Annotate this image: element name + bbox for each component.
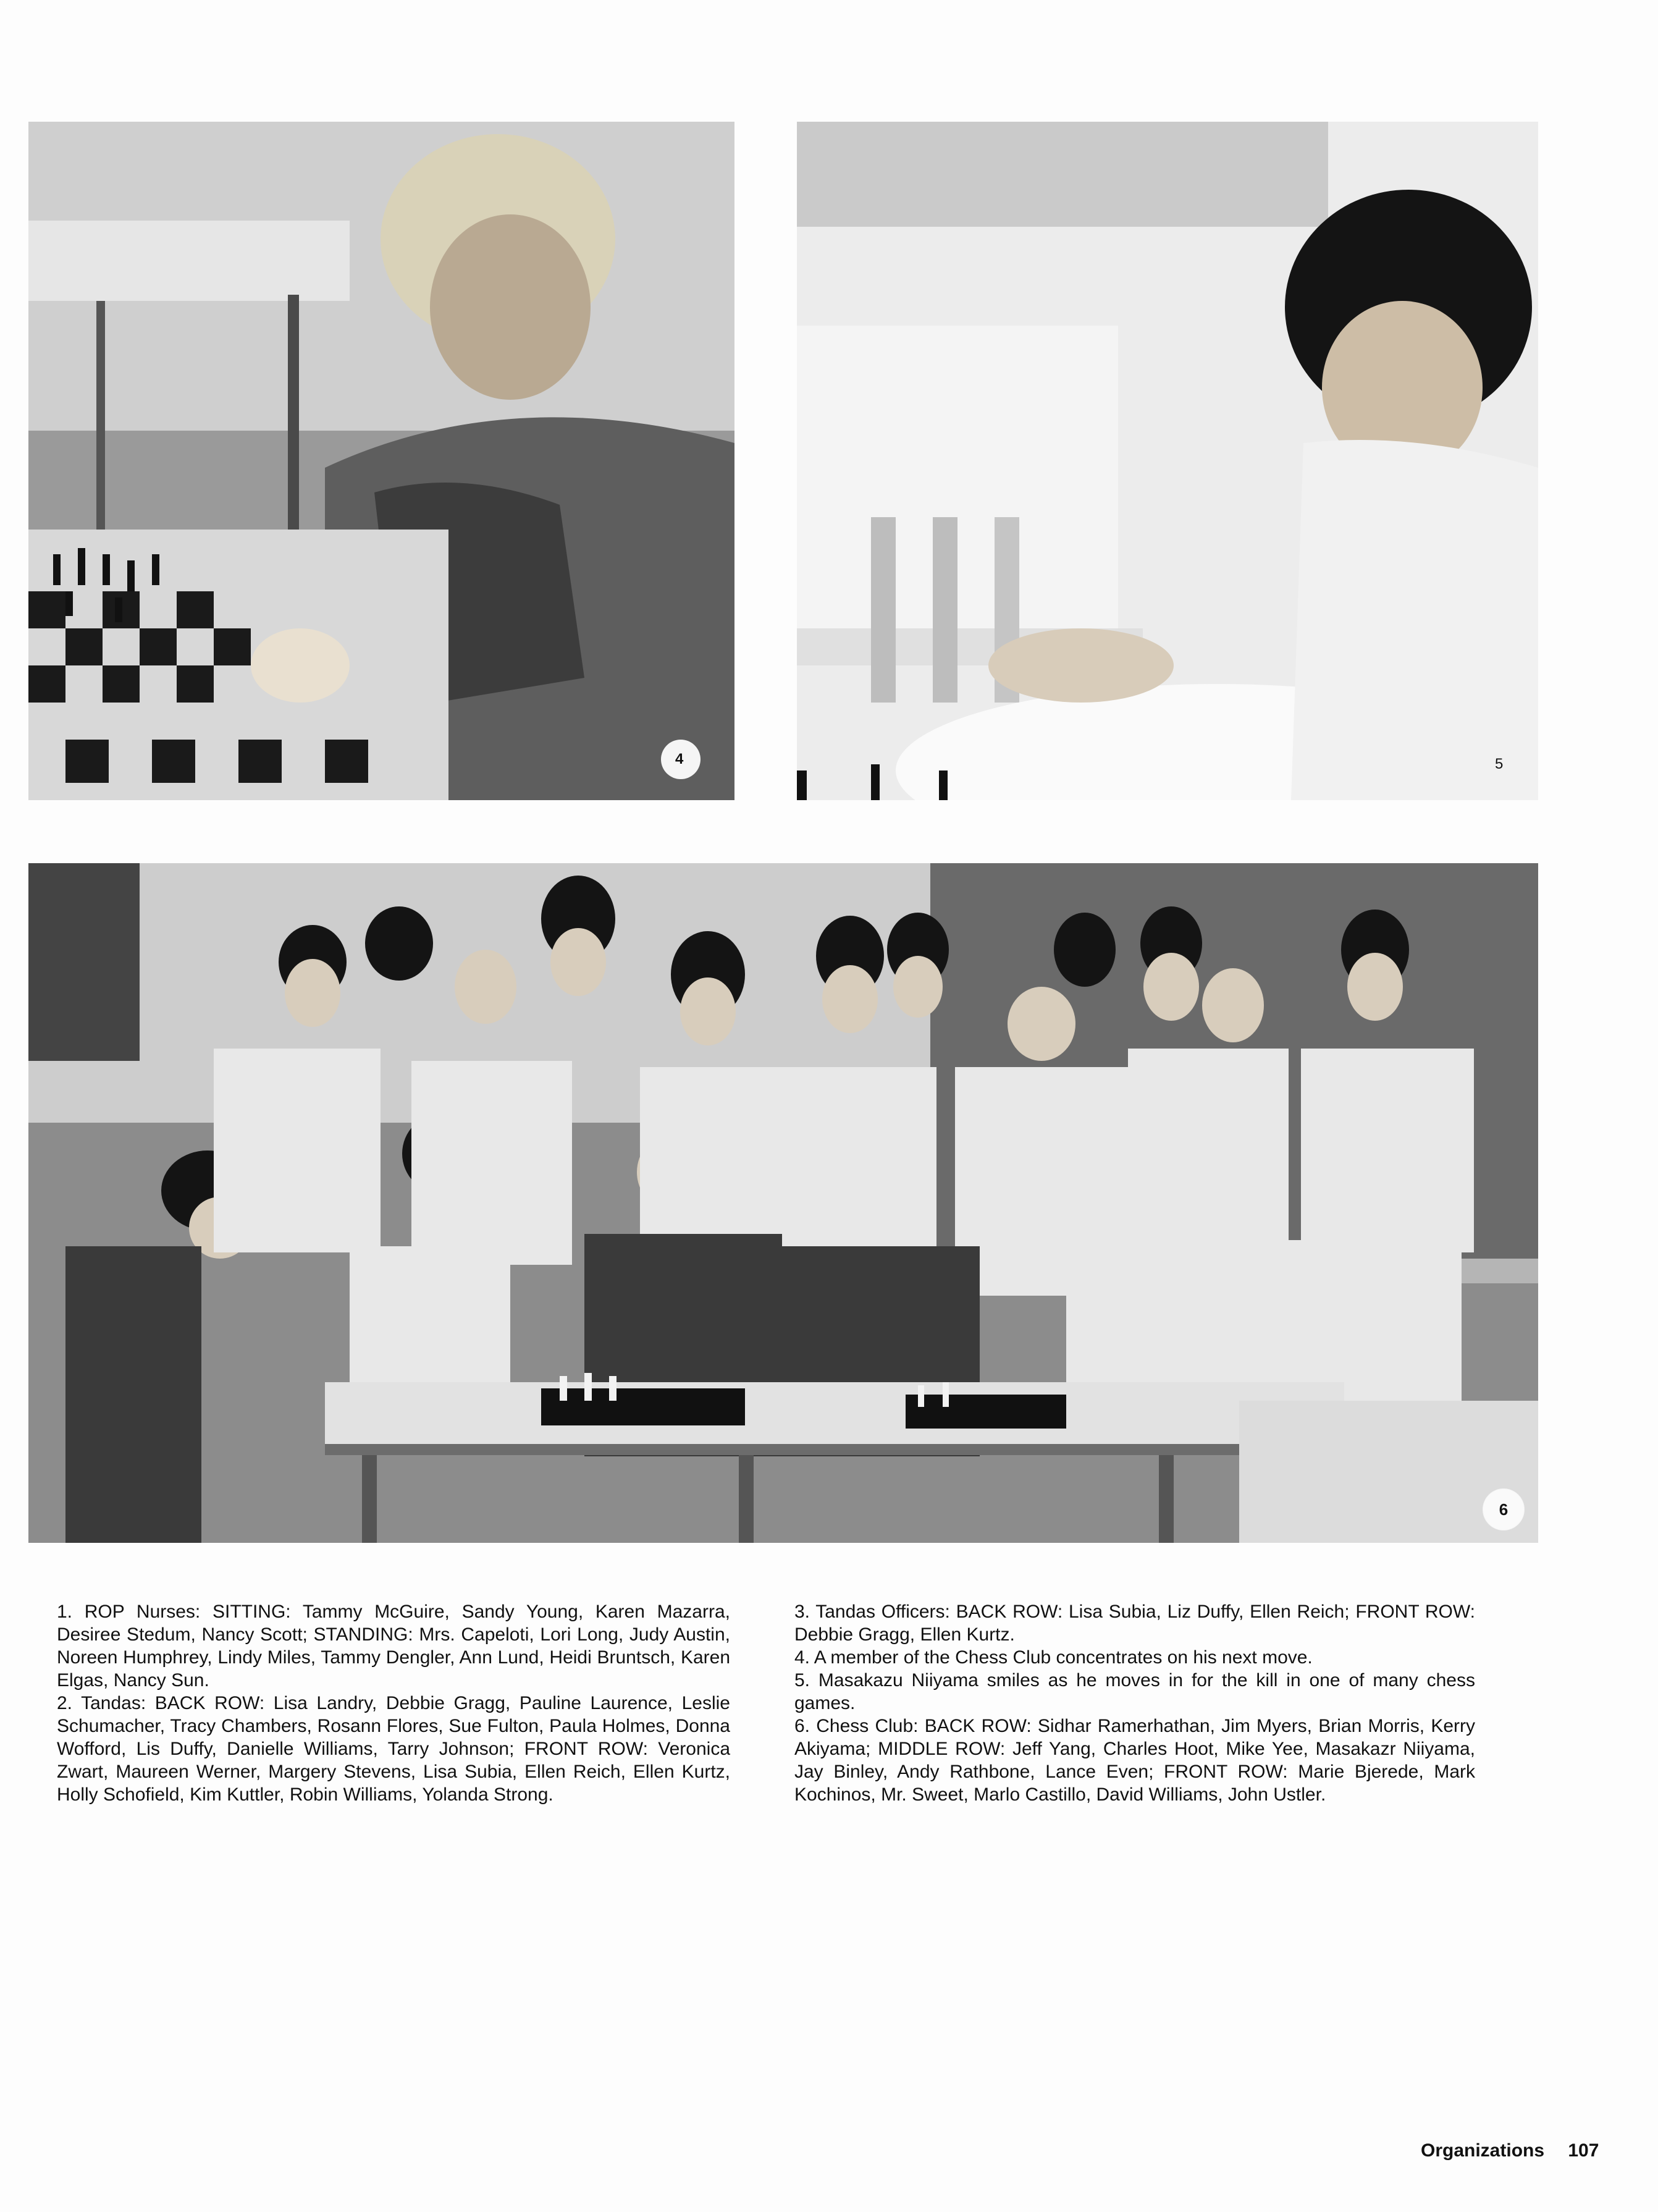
caption-4: 4. A member of the Chess Club concentrates on his next move. <box>794 1647 1313 1668</box>
photo-chess-player-4 <box>28 122 734 800</box>
page-footer <box>1421 2140 1600 2161</box>
photo-4-illustration <box>28 122 734 800</box>
photo-chess-club-group <box>28 863 1538 1543</box>
photo-6-illustration <box>28 863 1538 1543</box>
captions-right-column <box>794 1600 1475 1806</box>
caption-5: 5. Masakazu Niiyama smiles as he moves in for the kill in one of many chess games. <box>794 1670 1475 1713</box>
caption-2: 2. Tandas: BACK ROW: Lisa Landry, Debbie Gragg, Pauline Laurence, Leslie Schumacher, Tracy Chambers, Rosann Flores, Sue Fulton, Paula Holmes, Donna Wofford, Lis Duffy, Danielle Williams, Tarry Johnson; FRONT ROW: Veronica Zwart, Maureen Werner, Margery Stevens, Lisa Subia, Ellen Reich, Ellen Kurtz, Holly Schofield, Kim Kuttler, Robin Williams, Yolanda Strong. <box>57 1693 730 1805</box>
photo-number-4: 4 <box>675 751 684 767</box>
photo-chess-player-5 <box>797 122 1538 800</box>
caption-1: 1. ROP Nurses: SITTING: Tammy McGuire, Sandy Young, Karen Mazarra, Desiree Stedum, Nancy Scott; STANDING: Mrs. Capeloti, Lori Long, Judy Austin, Noreen Humphrey, Lindy Miles, Tammy Dengler, Ann Lund, Heidi Bruntsch, Karen Elgas, Nancy Sun. <box>57 1602 730 1691</box>
caption-3: 3. Tandas Officers: BACK ROW: Lisa Subia, Liz Duffy, Ellen Reich; FRONT ROW: Debbie Gragg, Ellen Kurtz. <box>794 1602 1475 1645</box>
footer-section-title: Organizations <box>1421 2140 1545 2161</box>
captions-left-column <box>57 1600 730 1806</box>
page-number: 107 <box>1568 2140 1599 2161</box>
photo-5-illustration <box>797 122 1538 800</box>
photo-number-6: 6 <box>1483 1489 1524 1530</box>
photo-number-5: 5 <box>1495 756 1504 772</box>
caption-6: 6. Chess Club: BACK ROW: Sidhar Ramerhathan, Jim Myers, Brian Morris, Kerry Akiyama; MIDDLE ROW: Jeff Yang, Charles Hoot, Mike Yee, Masakazr Niiyama, Jay Binley, Andy Rathbone, Lance Even; FRONT ROW: Marie Bjerede, Mark Kochinos, Mr. Sweet, Marlo Castillo, David Williams, John Ustler. <box>794 1716 1475 1805</box>
